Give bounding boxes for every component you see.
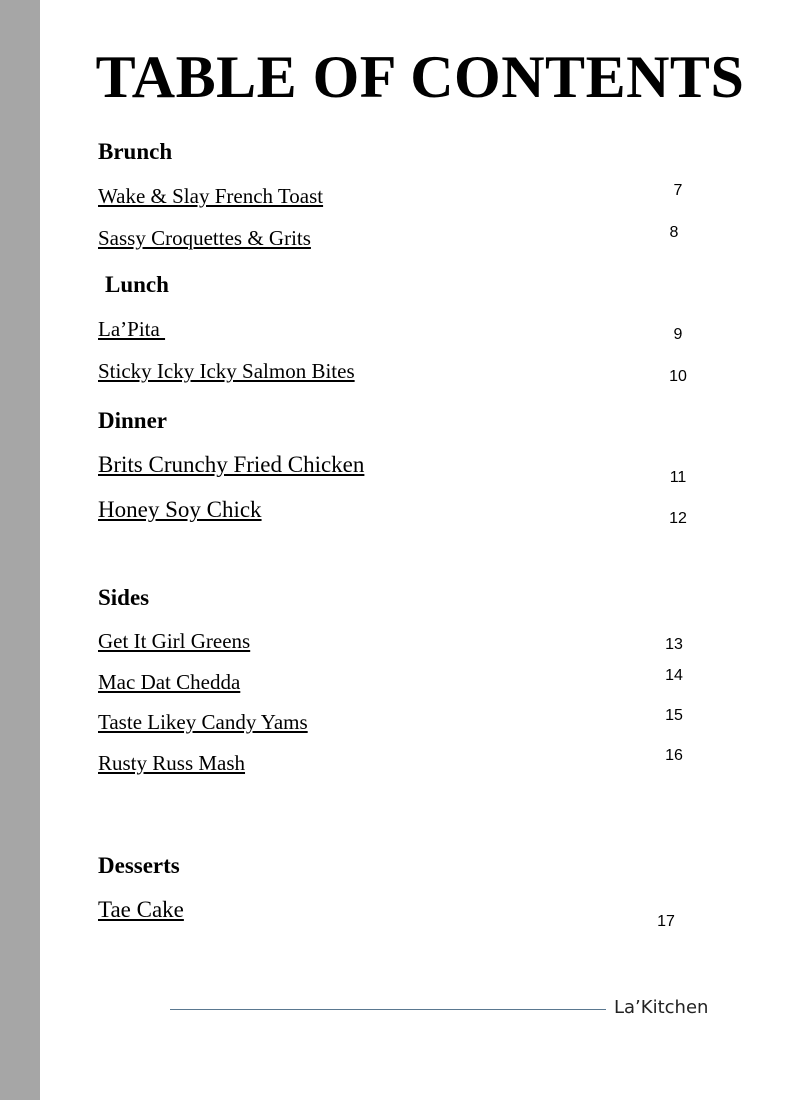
footer-divider (170, 1009, 606, 1010)
page-number: 13 (665, 636, 683, 653)
page-title: TABLE OF CONTENTS (95, 44, 745, 110)
toc-entry[interactable]: Taste Likey Candy Yams (98, 710, 308, 734)
section-heading-sides: Sides (98, 585, 150, 610)
page-number: 17 (657, 913, 675, 930)
toc-entry[interactable]: Honey Soy Chick (98, 497, 262, 522)
section-heading-lunch: Lunch (105, 272, 169, 297)
toc-entry[interactable]: Rusty Russ Mash (98, 751, 246, 775)
page-number: 7 (673, 182, 683, 199)
page-number: 8 (669, 224, 679, 241)
page-number: 10 (669, 368, 687, 385)
page-number: 16 (665, 747, 683, 764)
toc-entry[interactable]: Mac Dat Chedda (98, 670, 241, 694)
page-number: 15 (665, 707, 683, 724)
toc-entry[interactable]: La’Pita (98, 317, 166, 341)
page-number: 9 (673, 326, 683, 343)
toc-entry[interactable]: Sticky Icky Icky Salmon Bites (98, 359, 355, 383)
toc-entry[interactable]: Get It Girl Greens (98, 629, 251, 653)
page-number: 11 (669, 469, 687, 486)
toc-entry[interactable]: Sassy Croquettes & Grits (98, 226, 311, 250)
side-bar (0, 0, 40, 1100)
page-number: 12 (669, 510, 687, 527)
toc-entry[interactable]: Tae Cake (98, 897, 184, 922)
section-heading-desserts: Desserts (98, 853, 180, 878)
page-number: 14 (665, 667, 683, 684)
footer-brand: La’Kitchen (614, 997, 709, 1018)
section-heading-dinner: Dinner (98, 408, 167, 433)
toc-entry[interactable]: Brits Crunchy Fried Chicken (98, 452, 365, 477)
toc-entry[interactable]: Wake & Slay French Toast (98, 184, 324, 208)
section-heading-brunch: Brunch (98, 139, 173, 164)
